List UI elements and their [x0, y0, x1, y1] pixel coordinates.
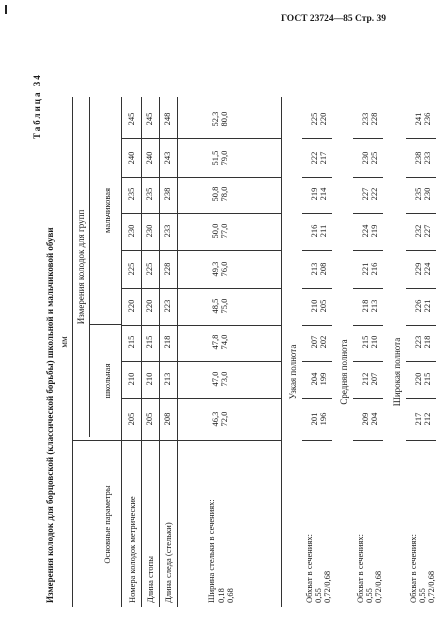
- page-header: [0, 0, 427, 30]
- table-cell: 245: [126, 112, 136, 126]
- col-divider: [121, 177, 282, 178]
- col-divider: [121, 250, 282, 251]
- table-cell: 221: [422, 299, 432, 313]
- table-cell: 243: [162, 151, 172, 165]
- table-cell: 211: [318, 224, 328, 238]
- section-sub1: 0,55: [364, 588, 374, 603]
- table-cell: 220: [126, 299, 136, 313]
- col-divider: [302, 213, 332, 214]
- table-cell: 216: [369, 262, 379, 276]
- section-divider: [302, 440, 332, 441]
- table-cell: 229: [413, 262, 423, 276]
- table-cell: 225: [126, 262, 136, 276]
- table-cell: 196: [318, 412, 328, 426]
- table-cell: 207: [369, 372, 379, 386]
- table-cell: 241: [413, 112, 423, 126]
- col-header-groups: Измерения колодок для групп: [76, 209, 86, 325]
- table-cell: 50,8: [210, 186, 220, 202]
- table-cell: 238: [162, 187, 172, 201]
- table-cell: 212: [422, 412, 432, 426]
- table-cell: 205: [144, 412, 154, 426]
- table-cell: 228: [369, 112, 379, 126]
- section-divider: [406, 440, 436, 441]
- row-divider: [177, 97, 178, 607]
- table-cell: 227: [422, 224, 432, 238]
- table-cell: 230: [360, 151, 370, 165]
- col-divider: [121, 361, 282, 362]
- table-cell: 79,0: [219, 150, 229, 166]
- col-divider: [302, 177, 332, 178]
- width-row-bottom: [281, 97, 282, 607]
- table-cell: 215: [422, 372, 432, 386]
- table-cell: 219: [369, 224, 379, 238]
- table-cell: 210: [144, 372, 154, 386]
- table-cell: 224: [360, 224, 370, 238]
- col-divider: [353, 288, 383, 289]
- table-cell: 215: [360, 335, 370, 349]
- row-divider: [141, 97, 142, 607]
- col-header-param: Основные параметры: [102, 485, 112, 564]
- table-cell: 240: [144, 151, 154, 165]
- table-cell: 202: [318, 335, 328, 349]
- table-cell: 199: [318, 372, 328, 386]
- table-cell: 215: [126, 335, 136, 349]
- table-cell: 209: [360, 412, 370, 426]
- table-cell: 235: [413, 187, 423, 201]
- table-cell: 220: [144, 299, 154, 313]
- table-cell: 216: [309, 224, 319, 238]
- section-sub1: 0,55: [313, 588, 323, 603]
- table-cell: 74,0: [219, 334, 229, 350]
- table-unit: мм: [59, 336, 69, 348]
- table-cell: 230: [144, 224, 154, 238]
- table-cell: 245: [144, 112, 154, 126]
- table-cell: 220: [318, 112, 328, 126]
- col-divider: [302, 138, 332, 139]
- col-divider: [121, 288, 282, 289]
- table-cell: 219: [309, 187, 319, 201]
- table-cell: 213: [162, 372, 172, 386]
- col-divider: [406, 213, 436, 214]
- group-school-label: школьная: [102, 363, 112, 399]
- table-cell: 233: [422, 151, 432, 165]
- table-cell: 75,0: [219, 298, 229, 314]
- table-cell: 238: [413, 151, 423, 165]
- col-divider: [302, 288, 332, 289]
- table-cell: 228: [162, 262, 172, 276]
- section-label: Обхват в сечениях:: [355, 534, 365, 603]
- table-cell: 233: [360, 112, 370, 126]
- section-title: Узкая полнота: [288, 344, 298, 400]
- rotated-table-page: [14, 57, 436, 617]
- width-row-label: Ширина стельки в сечениях:: [206, 499, 216, 603]
- table-cell: 47,8: [210, 334, 220, 350]
- table-cell: 217: [318, 151, 328, 165]
- table-cell: 77,0: [219, 223, 229, 239]
- table-cell: 232: [413, 224, 423, 238]
- table-cell: 50,0: [210, 223, 220, 239]
- table-cell: 248: [162, 112, 172, 126]
- table-cell: 204: [309, 372, 319, 386]
- row-divider: [159, 97, 160, 607]
- table-cell: 213: [309, 262, 319, 276]
- col-divider: [406, 250, 436, 251]
- table-top-border: [72, 97, 73, 607]
- table-title: Измерения колодок для борцовской (классической борьбы) школьной и мальчиковой обуви: [45, 227, 55, 603]
- table-cell: 240: [126, 151, 136, 165]
- table-cell: 73,0: [219, 371, 229, 387]
- col-divider: [353, 325, 383, 326]
- table-cell: 220: [413, 372, 423, 386]
- table-cell: 72,0: [219, 411, 229, 427]
- col-divider: [353, 177, 383, 178]
- table-cell: 230: [126, 224, 136, 238]
- table-cell: 52,3: [210, 111, 220, 127]
- header-bottom-line: [121, 97, 122, 607]
- col-divider: [353, 250, 383, 251]
- section-label: Обхват в сечениях:: [408, 534, 418, 603]
- table-cell: 205: [318, 299, 328, 313]
- table-cell: 230: [422, 187, 432, 201]
- table-cell: 204: [369, 412, 379, 426]
- table-cell: 225: [369, 151, 379, 165]
- col-divider: [406, 398, 436, 399]
- col-divider: [302, 325, 332, 326]
- table-cell: 223: [413, 335, 423, 349]
- table-cell: 236: [422, 112, 432, 126]
- col-divider: [353, 138, 383, 139]
- margin-mark: [5, 5, 7, 14]
- table-cell: 49,3: [210, 261, 220, 277]
- table-cell: 215: [144, 335, 154, 349]
- table-cell: 225: [309, 112, 319, 126]
- table-cell: 207: [309, 335, 319, 349]
- col-divider: [406, 177, 436, 178]
- section-title: Широкая полнота: [392, 337, 402, 407]
- col-divider: [406, 325, 436, 326]
- section-label: Обхват в сечениях:: [304, 534, 314, 603]
- table-cell: 218: [360, 299, 370, 313]
- table-cell: 80,0: [219, 111, 229, 127]
- table-cell: 76,0: [219, 261, 229, 277]
- table-cell: 201: [309, 412, 319, 426]
- col-divider: [121, 213, 282, 214]
- table-cell: 46,3: [210, 411, 220, 427]
- table-cell: 233: [162, 224, 172, 238]
- header-split-line: [89, 97, 90, 437]
- width-row-sub1: 0,18: [216, 588, 226, 603]
- table-cell: 218: [422, 335, 432, 349]
- col-divider: [302, 398, 332, 399]
- table-cell: 48,5: [210, 298, 220, 314]
- table-cell: 226: [413, 299, 423, 313]
- col-divider: [302, 361, 332, 362]
- table-cell: 210: [309, 299, 319, 313]
- table-cell: 225: [144, 262, 154, 276]
- table-cell: 217: [413, 412, 423, 426]
- table-cell: 214: [318, 187, 328, 201]
- section-sub2: 0,72/0,68: [373, 570, 383, 603]
- table-cell: 227: [360, 187, 370, 201]
- table-cell: 235: [144, 187, 154, 201]
- group-divider: [89, 324, 122, 325]
- col-divider: [353, 361, 383, 362]
- group-boys-label: мальчиковая: [102, 188, 112, 233]
- row-label: Номера колодок метрические: [127, 496, 137, 603]
- col-divider: [353, 213, 383, 214]
- table-cell: 221: [360, 262, 370, 276]
- table-cell: 235: [126, 187, 136, 201]
- table-cell: 222: [369, 187, 379, 201]
- table-cell: 210: [126, 372, 136, 386]
- table-cell: 205: [126, 412, 136, 426]
- width-row-sub2: 0,68: [225, 588, 235, 603]
- col-divider: [121, 325, 282, 326]
- table-label: Таблица 34: [32, 73, 42, 139]
- col-divider: [121, 398, 282, 399]
- section-title: Средняя полнота: [339, 339, 349, 405]
- col-divider: [302, 250, 332, 251]
- col-divider: [406, 361, 436, 362]
- table-cell: 213: [369, 299, 379, 313]
- col-divider: [353, 398, 383, 399]
- col-divider: [121, 138, 282, 139]
- col-divider: [406, 288, 436, 289]
- table-cell: 224: [422, 262, 432, 276]
- table-cell: 222: [309, 151, 319, 165]
- section-sub2: 0,72/0,68: [322, 570, 332, 603]
- table-cell: 51,5: [210, 150, 220, 166]
- row-label: Длина стопы: [145, 556, 155, 603]
- table-cell: 223: [162, 299, 172, 313]
- table-cell: 210: [369, 335, 379, 349]
- section-divider: [353, 440, 383, 441]
- row-label: Длина следа (стельки): [163, 522, 173, 603]
- page-header-text: ГОСТ 23724—85 Стр. 39: [281, 14, 387, 24]
- table-cell: 208: [318, 262, 328, 276]
- section-sub1: 0,55: [417, 588, 427, 603]
- table-cell: 218: [162, 335, 172, 349]
- table-cell: 208: [162, 412, 172, 426]
- section-sub2: 0,72/0,68: [426, 570, 436, 603]
- col-divider: [406, 138, 436, 139]
- table-cell: 47,0: [210, 371, 220, 387]
- table-cell: 78,0: [219, 186, 229, 202]
- table-cell: 212: [360, 372, 370, 386]
